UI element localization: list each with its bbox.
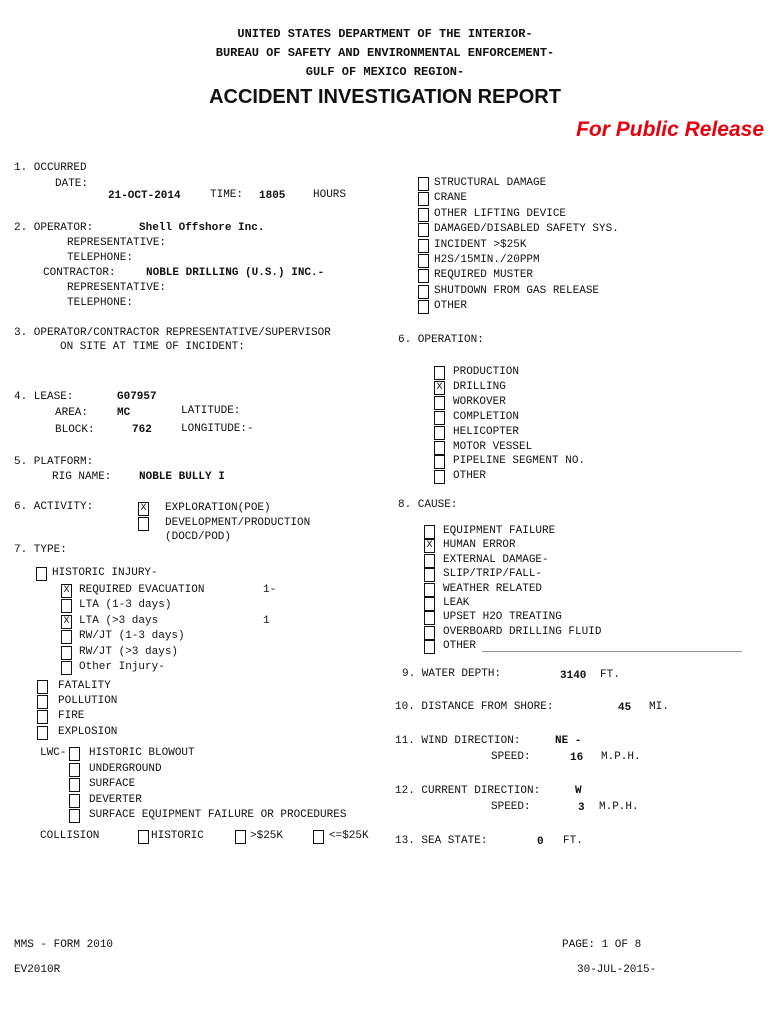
damage-item-checkbox[interactable] (418, 208, 429, 222)
distance-value: 45 (618, 702, 632, 714)
lwc-item-checkbox[interactable] (69, 747, 80, 761)
cause-item-label: UPSET H2O TREATING (443, 611, 562, 624)
collision-historic-checkbox[interactable] (138, 830, 149, 844)
collision-label: COLLISION (40, 830, 100, 842)
report-code: EV2010R (14, 964, 61, 976)
operation-item-label: HELICOPTER (453, 425, 520, 438)
cause-item-label: LEAK (443, 597, 470, 609)
damage-item-label: INCIDENT >$25K (434, 238, 527, 251)
rig-name-value: NOBLE BULLY I (139, 471, 225, 483)
block-label: BLOCK: (55, 424, 95, 436)
representative-label: REPRESENTATIVE: (67, 237, 167, 249)
lwc-item-label: HISTORIC BLOWOUT (89, 747, 195, 759)
lwc-item-checkbox[interactable] (69, 794, 80, 808)
injury-item-label: Other Injury- (79, 661, 165, 673)
wind-direction-value: NE - (555, 735, 582, 747)
sea-state-label: 13. SEA STATE: (395, 835, 488, 847)
current-direction-value: W (575, 785, 582, 797)
injury-item-checkbox[interactable] (61, 646, 72, 660)
damage-item-checkbox[interactable] (418, 177, 429, 191)
injury-item-checkbox[interactable] (61, 599, 72, 613)
activity-label: 6. ACTIVITY: (14, 501, 94, 513)
water-depth-label: 9. WATER DEPTH: (402, 668, 502, 680)
operation-item-label: PRODUCTION (453, 366, 520, 378)
damage-item-label: CRANE (434, 192, 468, 205)
agency-line: UNITED STATES DEPARTMENT OF THE INTERIOR- (237, 27, 533, 41)
cause-item-label: EXTERNAL DAMAGE- (443, 553, 549, 566)
telephone-label: TELEPHONE: (67, 252, 134, 264)
wind-speed-label: SPEED: (491, 751, 531, 763)
report-title: ACCIDENT INVESTIGATION REPORT (209, 86, 561, 108)
operation-item-checkbox[interactable] (434, 411, 445, 425)
longitude-label: LONGITUDE:- (181, 423, 254, 435)
cause-item-label: EQUIPMENT FAILURE (443, 525, 556, 537)
lwc-item-label: DEVERTER (89, 793, 142, 806)
page-number: PAGE: 1 OF 8 (562, 939, 642, 951)
event-item-label: POLLUTION (58, 695, 118, 708)
operation-item-checkbox[interactable]: X (434, 381, 445, 395)
lwc-item-checkbox[interactable] (69, 809, 80, 823)
contractor-value: NOBLE DRILLING (U.S.) INC.- (146, 267, 325, 279)
wind-direction-label: 11. WIND DIRECTION: (395, 735, 521, 747)
injury-item-checkbox[interactable]: X (61, 615, 72, 629)
lwc-item-checkbox[interactable] (69, 778, 80, 792)
current-speed-label: SPEED: (491, 801, 531, 813)
damage-item-label: DAMAGED/DISABLED SAFETY SYS. (434, 223, 619, 236)
event-item-label: FIRE (58, 710, 85, 723)
damage-item-label: STRUCTURAL DAMAGE (434, 177, 547, 189)
type-label: 7. TYPE: (14, 544, 67, 556)
cause-item-checkbox[interactable] (424, 626, 435, 640)
cause-item-checkbox[interactable]: X (424, 539, 435, 553)
cause-item-checkbox[interactable] (424, 640, 435, 654)
wind-speed-value: 16 (570, 752, 584, 764)
event-item-label: FATALITY (58, 680, 111, 692)
supervisor-label-2: ON SITE AT TIME OF INCIDENT: (60, 341, 245, 353)
historic-injury-checkbox[interactable] (36, 567, 47, 581)
current-speed-value: 3 (578, 802, 585, 814)
distance-unit: MI. (649, 701, 669, 713)
latitude-label: LATITUDE: (181, 405, 241, 417)
operation-item-checkbox[interactable] (434, 455, 445, 469)
area-value: MC (117, 407, 131, 419)
damage-item-label: SHUTDOWN FROM GAS RELEASE (434, 284, 600, 297)
damage-item-label: H2S/15MIN./20PPM (434, 254, 540, 266)
injury-count: 1 (263, 614, 270, 627)
supervisor-label: 3. OPERATOR/CONTRACTOR REPRESENTATIVE/SUPERVISOR (14, 327, 331, 339)
occurred-label: 1. OCCURRED (14, 162, 87, 174)
lwc-item-label: UNDERGROUND (89, 762, 162, 775)
injury-item-label: RW/JT (1-3 days) (79, 630, 185, 643)
injury-item-checkbox[interactable]: X (61, 584, 72, 598)
injury-item-label: LTA (>3 days (79, 614, 159, 627)
sea-state-value: 0 (537, 836, 544, 848)
water-depth-value: 3140 (560, 670, 587, 682)
injury-item-checkbox[interactable] (61, 661, 72, 675)
cause-item-checkbox[interactable] (424, 583, 435, 597)
bureau-line: BUREAU OF SAFETY AND ENVIRONMENTAL ENFORCEMENT- (215, 46, 555, 60)
event-item-checkbox[interactable] (37, 710, 48, 724)
cause-item-label: SLIP/TRIP/FALL- (443, 568, 543, 581)
damage-item-checkbox[interactable] (418, 300, 429, 314)
collision-over-25k-label: >$25K (250, 830, 284, 842)
damage-item-label: OTHER LIFTING DEVICE (434, 207, 567, 220)
cause-item-label: OVERBOARD DRILLING FLUID (443, 625, 602, 638)
damage-item-label: REQUIRED MUSTER (434, 269, 534, 282)
current-speed-unit: M.P.H. (599, 801, 639, 813)
injury-item-label: REQUIRED EVACUATION (79, 584, 205, 596)
collision-historic-label: HISTORIC (151, 830, 204, 842)
operation-item-checkbox[interactable] (434, 366, 445, 380)
contractor-telephone-label: TELEPHONE: (67, 297, 134, 309)
operation-item-checkbox[interactable] (434, 441, 445, 455)
injury-item-checkbox[interactable] (61, 630, 72, 644)
exploration-label: EXPLORATION(POE) (165, 502, 271, 514)
damage-item-checkbox[interactable] (418, 285, 429, 299)
operation-item-label: DRILLING (453, 380, 506, 393)
operation-item-checkbox[interactable] (434, 470, 445, 484)
development-label: DEVELOPMENT/PRODUCTION (165, 517, 311, 529)
rig-name-label: RIG NAME: (52, 471, 112, 483)
event-item-label: EXPLOSION (58, 725, 118, 738)
historic-injury-label: HISTORIC INJURY- (52, 567, 158, 579)
public-release-label: For Public Release (576, 118, 764, 141)
lwc-item-label: SURFACE (89, 778, 136, 791)
operation-item-checkbox[interactable] (434, 396, 445, 410)
injury-item-label: RW/JT (>3 days) (79, 645, 179, 658)
hours-label: HOURS (313, 189, 347, 201)
region-line: GULF OF MEXICO REGION- (305, 65, 465, 79)
cause-item-label: WEATHER RELATED (443, 582, 543, 595)
cause-item-checkbox[interactable] (424, 554, 435, 568)
cause-item-label: OTHER (443, 640, 477, 653)
lwc-item-label: SURFACE EQUIPMENT FAILURE OR PROCEDURES (89, 809, 347, 822)
operation-item-label: PIPELINE SEGMENT NO. (453, 455, 586, 468)
damage-item-checkbox[interactable] (418, 269, 429, 283)
cause-label: 8. CAUSE: (398, 499, 458, 511)
cause-item-checkbox[interactable] (424, 611, 435, 625)
event-item-checkbox[interactable] (37, 695, 48, 709)
area-label: AREA: (55, 407, 89, 419)
lwc-item-checkbox[interactable] (69, 763, 80, 777)
operator-label: 2. OPERATOR: (14, 222, 94, 234)
cause-other-line (482, 651, 742, 652)
platform-label: 5. PLATFORM: (14, 456, 94, 468)
current-direction-label: 12. CURRENT DIRECTION: (395, 785, 541, 797)
lwc-label: LWC- (40, 747, 67, 759)
cause-item-checkbox[interactable] (424, 525, 435, 539)
operation-item-label: COMPLETION (453, 410, 520, 423)
damage-item-checkbox[interactable] (418, 192, 429, 206)
wind-speed-unit: M.P.H. (601, 751, 641, 763)
distance-label: 10. DISTANCE FROM SHORE: (395, 701, 554, 713)
print-date: 30-JUL-2015- (577, 964, 657, 976)
damage-item-checkbox[interactable] (418, 239, 429, 253)
operation-item-label: WORKOVER (453, 395, 506, 408)
contractor-representative-label: REPRESENTATIVE: (67, 282, 167, 294)
date-value: 21-OCT-2014 (108, 190, 181, 202)
date-label: DATE: (55, 178, 89, 190)
event-item-checkbox[interactable] (37, 680, 48, 694)
water-depth-unit: FT. (600, 669, 620, 681)
development-checkbox[interactable] (138, 517, 149, 531)
time-value: 1805 (259, 190, 286, 202)
damage-item-label: OTHER (434, 300, 468, 313)
block-value: 762 (132, 424, 152, 436)
damage-item-checkbox[interactable] (418, 223, 429, 237)
injury-count: 1- (263, 584, 277, 596)
injury-item-label: LTA (1-3 days) (79, 599, 172, 612)
operation-label: 6. OPERATION: (398, 334, 484, 346)
event-item-checkbox[interactable] (37, 726, 48, 740)
exploration-checkbox[interactable]: X (138, 502, 149, 516)
collision-over-25k-checkbox[interactable] (235, 830, 246, 844)
operation-item-label: OTHER (453, 470, 487, 483)
lease-label: 4. LEASE: (14, 391, 74, 403)
collision-under-25k-label: <=$25K (329, 830, 369, 842)
collision-under-25k-checkbox[interactable] (313, 830, 324, 844)
development-label-2: (DOCD/POD) (165, 531, 232, 543)
contractor-label: CONTRACTOR: (43, 267, 116, 279)
time-label: TIME: (210, 189, 244, 201)
cause-item-checkbox[interactable] (424, 597, 435, 611)
cause-item-checkbox[interactable] (424, 568, 435, 582)
operator-value: Shell Offshore Inc. (139, 222, 265, 234)
lease-value: G07957 (117, 391, 157, 403)
operation-item-label: MOTOR VESSEL (453, 440, 533, 453)
cause-item-label: HUMAN ERROR (443, 539, 516, 552)
form-number: MMS - FORM 2010 (14, 939, 114, 951)
operation-item-checkbox[interactable] (434, 426, 445, 440)
sea-state-unit: FT. (563, 835, 583, 847)
damage-item-checkbox[interactable] (418, 254, 429, 268)
